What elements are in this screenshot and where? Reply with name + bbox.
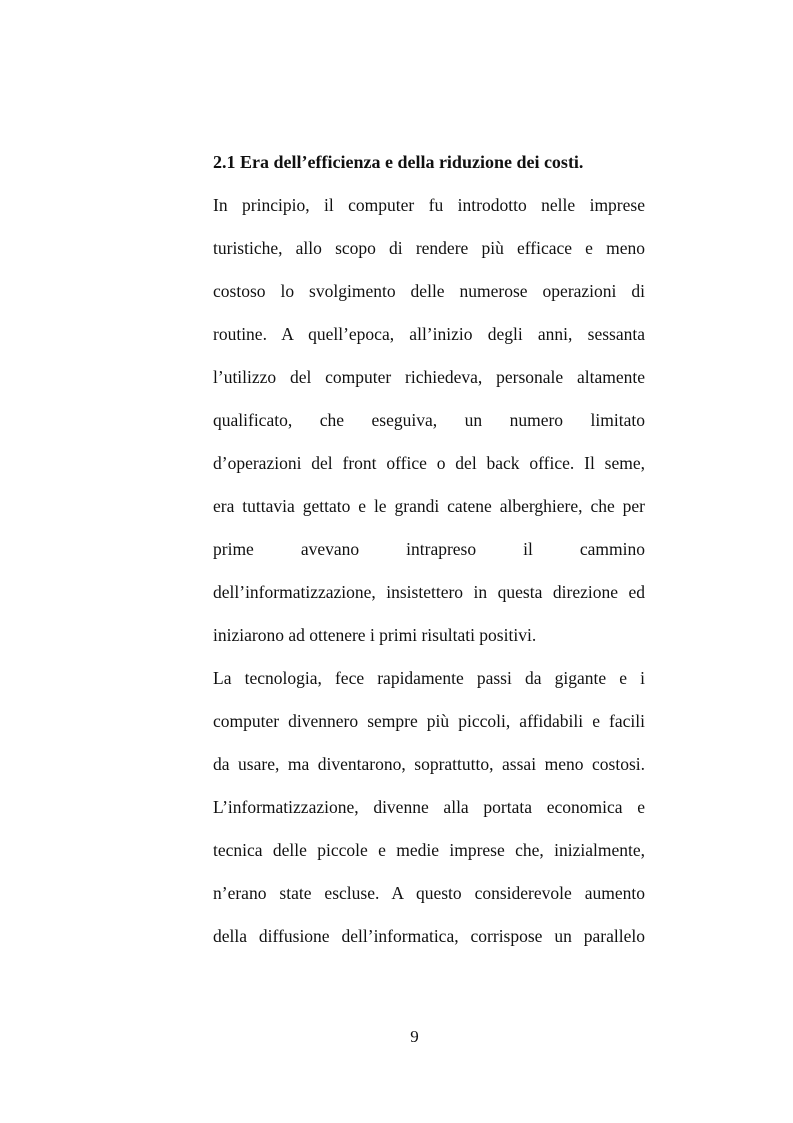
section-heading: 2.1 Era dell’efficienza e della riduzione dei costi.	[213, 152, 584, 172]
paragraph-line: prime avevano intrapreso il cammino	[213, 539, 645, 559]
paragraph-line: qualificato, che eseguiva, un numero limitato	[213, 410, 645, 430]
paragraph-line: l’utilizzo del computer richiedeva, personale altamente	[213, 367, 645, 387]
paragraph-line: dell’informatizzazione, insistettero in questa direzione ed	[213, 582, 645, 602]
paragraph-line: tecnica delle piccole e medie imprese che, inizialmente,	[213, 840, 645, 860]
paragraph-line: era tuttavia gettato e le grandi catene alberghiere, che per	[213, 496, 645, 516]
paragraph-line: La tecnologia, fece rapidamente passi da gigante e i	[213, 668, 645, 688]
paragraph-line: della diffusione dell’informatica, corrispose un parallelo	[213, 926, 645, 946]
paragraph-line: L’informatizzazione, divenne alla portata economica e	[213, 797, 645, 817]
paragraph-line: da usare, ma diventarono, soprattutto, assai meno costosi.	[213, 754, 645, 774]
paragraph-line: In principio, il computer fu introdotto nelle imprese	[213, 195, 645, 215]
paragraph-line: turistiche, allo scopo di rendere più efficace e meno	[213, 238, 645, 258]
page-number: 9	[410, 1027, 419, 1046]
paragraph-line: d’operazioni del front office o del back office. Il seme,	[213, 453, 645, 473]
paragraph-line: routine. A quell’epoca, all’inizio degli anni, sessanta	[213, 324, 645, 344]
paragraph-line: n’erano state escluse. A questo considerevole aumento	[213, 883, 645, 903]
paragraph-line: iniziarono ad ottenere i primi risultati positivi.	[213, 625, 537, 645]
paragraph-line: costoso lo svolgimento delle numerose operazioni di	[213, 281, 645, 301]
paragraph-line: computer divennero sempre più piccoli, affidabili e facili	[213, 711, 645, 731]
